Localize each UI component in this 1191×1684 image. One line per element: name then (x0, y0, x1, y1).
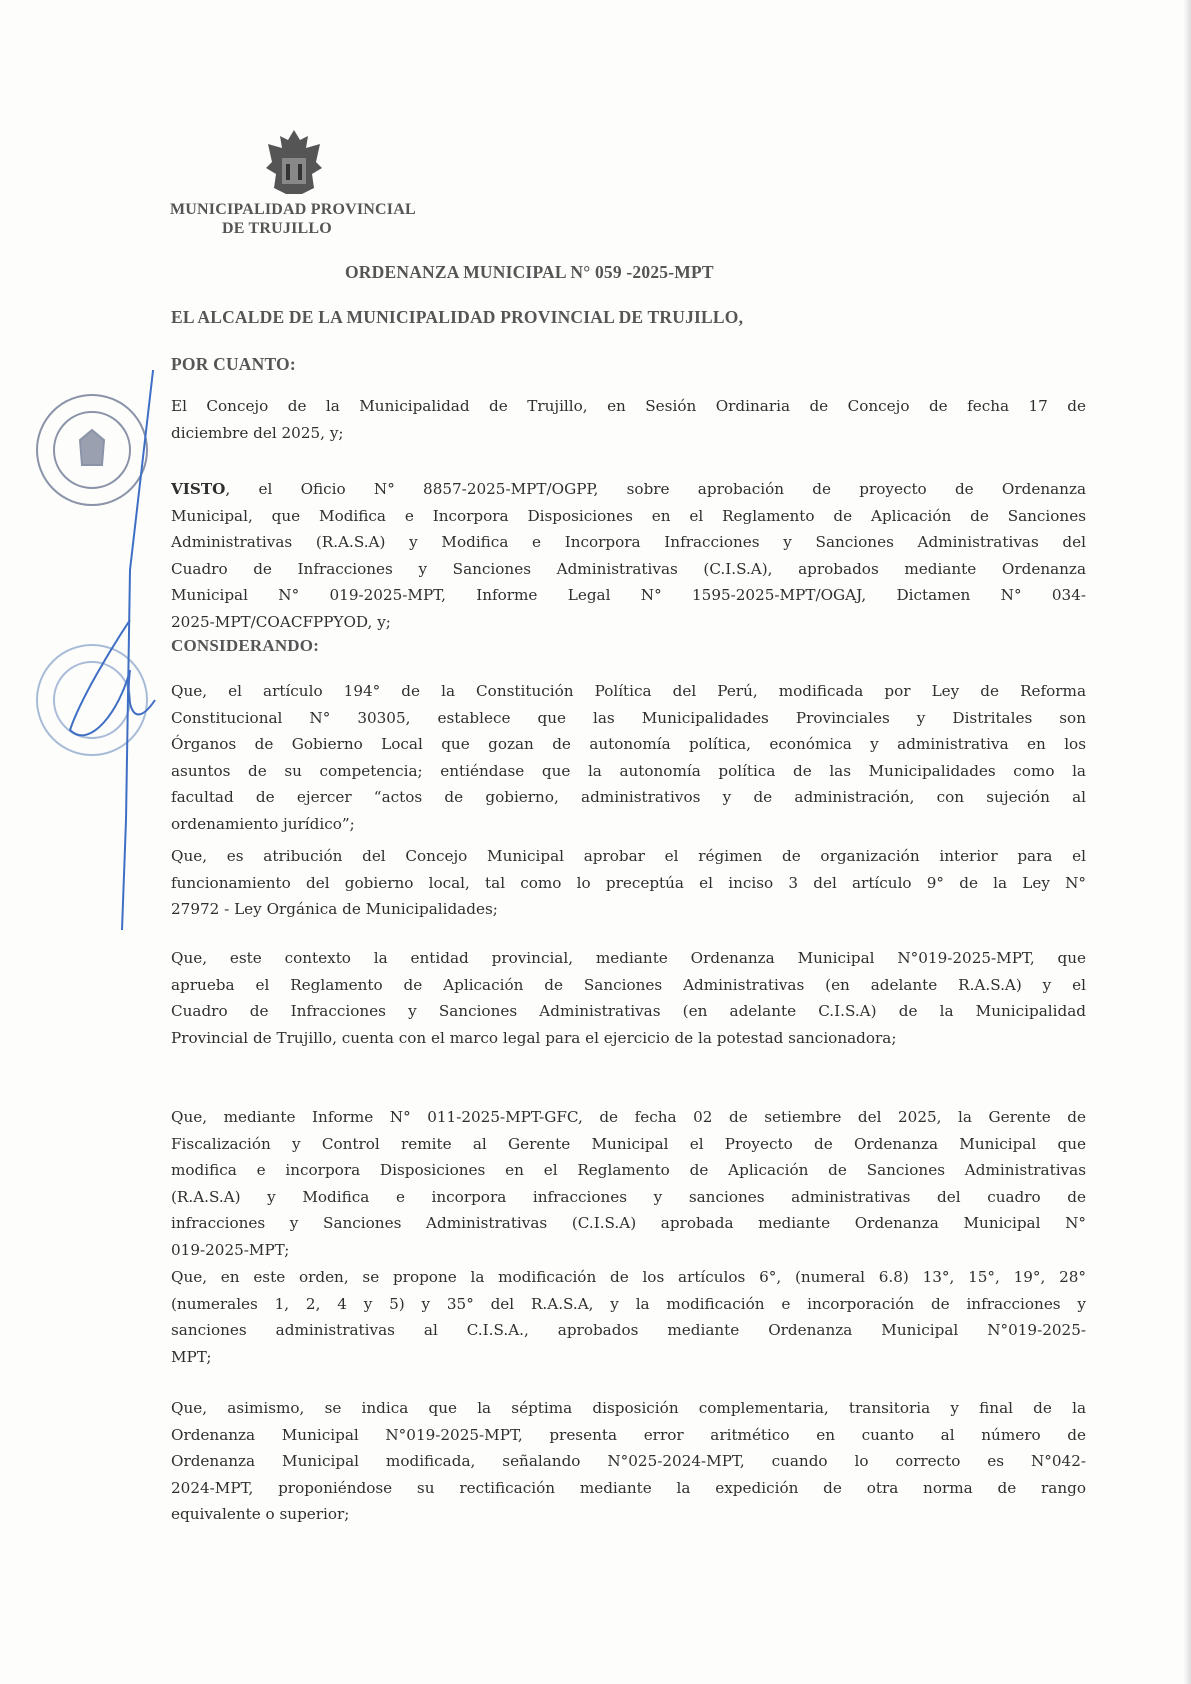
text-line: 27972 - Ley Orgánica de Municipalidades; (171, 900, 498, 919)
visto-label: VISTO (171, 480, 226, 498)
text-line: El Concejo de la Municipalidad de Trujillo, en Sesión Ordinaria de Concejo de fecha 17 de (171, 397, 1086, 415)
text-line: Que, es atribución del Concejo Municipal aprobar el régimen de organización interior para el (171, 847, 1086, 865)
intro-paragraph (171, 393, 1086, 446)
alcaldia-stamp (37, 395, 147, 505)
org-name-line1: MUNICIPALIDAD PROVINCIAL (170, 201, 416, 218)
text-line: Municipal, que Modifica e Incorpora Disposiciones en el Reglamento de Aplicación de Sanciones (171, 506, 1086, 525)
text-line: 019-2025-MPT; (171, 1240, 290, 1259)
considerando-paragraph (171, 945, 1086, 1051)
text-line: Fiscalización y Control remite al Gerente Municipal el Proyecto de Ordenanza Municipal que (171, 1134, 1086, 1153)
text-line: Que, este contexto la entidad provincial, mediante Ordenanza Municipal N°019-2025-MPT, que (171, 949, 1086, 967)
considerando-paragraph (171, 843, 1086, 923)
text-line: 2024-MPT, proponiéndose su rectificación mediante la expedición de otra norma de rango (171, 1478, 1086, 1497)
org-name-line2: DE TRUJILLO (222, 220, 332, 237)
text-line: infracciones y Sanciones Administrativas (C.I.S.A) aprobada mediante Ordenanza Municipal N° (171, 1214, 1086, 1233)
text-line: Administrativas (R.A.S.A) y Modifica e Incorpora Infracciones y Sanciones Administrativas del (171, 533, 1086, 552)
secretaria-stamp (37, 645, 147, 755)
text-line: , el Oficio N° 8857-2025-MPT/OGPP, sobre aprobación de proyecto de Ordenanza (225, 480, 1086, 498)
text-line: ordenamiento jurídico”; (171, 814, 355, 833)
stamps-and-signature (30, 370, 160, 1270)
visto-paragraph (171, 476, 1086, 636)
text-line: aprueba el Reglamento de Aplicación de Sanciones Administrativas (en adelante R.A.S.A) y el (171, 975, 1086, 994)
text-line: Órganos de Gobierno Local que gozan de autonomía política, económica y administrativa en los (171, 735, 1086, 754)
considerando-paragraph (171, 1264, 1086, 1370)
text-line: sanciones administrativas al C.I.S.A., aprobados mediante Ordenanza Municipal N°019-2025- (171, 1321, 1086, 1340)
text-line: Que, en este orden, se propone la modificación de los artículos 6°, (numeral 6.8) 13°, 15°, 19°, 28° (171, 1268, 1086, 1286)
text-line: facultad de ejercer “actos de gobierno, administrativos y de administración, con sujeción al (171, 788, 1086, 807)
text-line: equivalente o superior; (171, 1505, 350, 1524)
text-line: Ordenanza Municipal modificada, señalando N°025-2024-MPT, cuando lo correcto es N°042- (171, 1452, 1086, 1471)
text-line: Municipal N° 019-2025-MPT, Informe Legal N° 1595-2025-MPT/OGAJ, Dictamen N° 034- (171, 586, 1086, 605)
text-line: Cuadro de Infracciones y Sanciones Administrativas (C.I.S.A), aprobados mediante Ordenanza (171, 559, 1086, 578)
text-line: MPT; (171, 1347, 212, 1366)
text-line: Que, el artículo 194° de la Constitución Política del Perú, modificada por Ley de Reforma (171, 682, 1086, 700)
considerando-paragraph (171, 1104, 1086, 1264)
coat-of-arms-logo (262, 128, 326, 198)
text-line: 2025-MPT/COACFPPYOD, y; (171, 612, 391, 631)
addressee-heading: EL ALCALDE DE LA MUNICIPALIDAD PROVINCIAL DE TRUJILLO, (171, 307, 744, 327)
considerando-paragraph (171, 1395, 1086, 1528)
por-cuanto-heading: POR CUANTO: (171, 354, 296, 374)
text-line: funcionamiento del gobierno local, tal como lo preceptúa el inciso 3 del artículo 9° de la Ley N° (171, 873, 1086, 892)
text-line: Provincial de Trujillo, cuenta con el marco legal para el ejercicio de la potestad sancionadora; (171, 1028, 897, 1047)
page-edge-shadow (1183, 0, 1191, 1684)
text-line: Ordenanza Municipal N°019-2025-MPT, presenta error aritmético en cuanto al número de (171, 1425, 1086, 1444)
considerando-paragraph (171, 678, 1086, 838)
text-line: asuntos de su competencia; entiéndase que la autonomía política de las Municipalidades como la (171, 761, 1086, 780)
text-line: Cuadro de Infracciones y Sanciones Administrativas (en adelante C.I.S.A) de la Municipalidad (171, 1002, 1086, 1021)
text-line: Que, asimismo, se indica que la séptima disposición complementaria, transitoria y final de la (171, 1399, 1086, 1417)
considerando-heading: CONSIDERANDO: (171, 636, 320, 655)
text-line: modifica e incorpora Disposiciones en el Reglamento de Aplicación de Sanciones Administrativas (171, 1161, 1086, 1180)
text-line: Constitucional N° 30305, establece que las Municipalidades Provinciales y Distritales son (171, 708, 1086, 727)
text-line: Que, mediante Informe N° 011-2025-MPT-GFC, de fecha 02 de setiembre del 2025, la Gerente de (171, 1108, 1086, 1126)
text-line: (numerales 1, 2, 4 y 5) y 35° del R.A.S.A, y la modificación e incorporación de infracciones y (171, 1294, 1086, 1313)
text-line: diciembre del 2025, y; (171, 423, 344, 442)
text-line: (R.A.S.A) y Modifica e incorpora infracciones y sanciones administrativas del cuadro de (171, 1187, 1086, 1206)
document-title: ORDENANZA MUNICIPAL N° 059 -2025-MPT (345, 262, 714, 282)
